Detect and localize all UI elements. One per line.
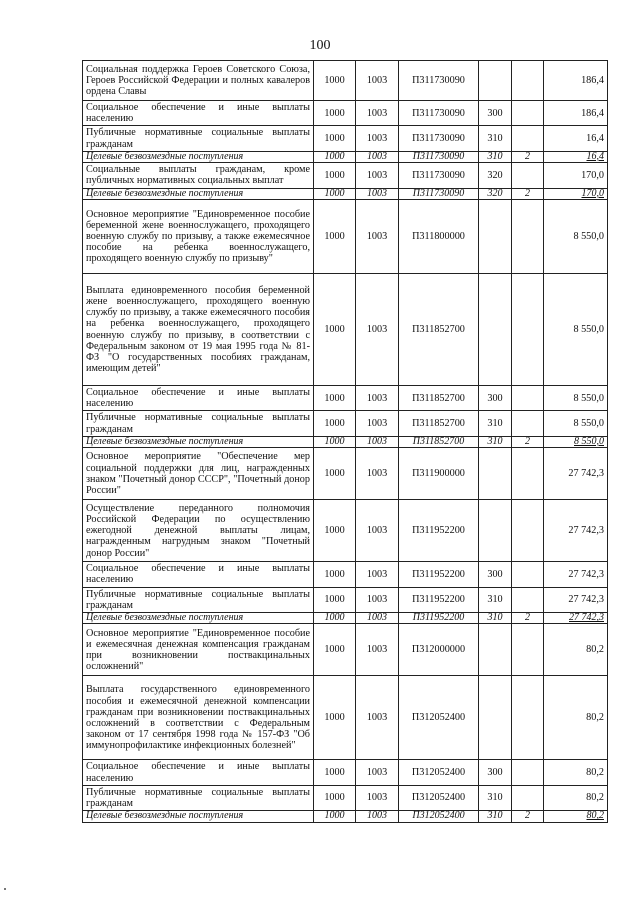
cell-subsection: 1003 (356, 500, 399, 562)
table-row (83, 274, 608, 386)
cell-target-article: П311852700 (399, 436, 479, 447)
cell-target-article: П311952200 (399, 587, 479, 612)
cell-amount: 8 550,0 (544, 274, 608, 386)
cell-amount: 80,2 (544, 676, 608, 760)
cell-code (512, 61, 544, 101)
cell-target-article: П311852700 (399, 411, 479, 436)
table-row (83, 386, 608, 411)
cell-section: 1000 (314, 676, 356, 760)
cell-target-article: П312052400 (399, 760, 479, 785)
row-description: Публичные нормативные социальные выплаты гражданам (83, 785, 314, 810)
cell-amount: 170,0 (544, 188, 608, 199)
cell-section: 1000 (314, 562, 356, 587)
cell-expense-type: 310 (479, 151, 512, 162)
cell-amount: 80,2 (544, 811, 608, 822)
cell-subsection: 1003 (356, 448, 399, 500)
cell-target-article: П311730090 (399, 188, 479, 199)
row-description: Целевые безвозмездные поступления (83, 188, 314, 199)
cell-target-article: П311730090 (399, 151, 479, 162)
row-description: Социальное обеспечение и иные выплаты населению (83, 760, 314, 785)
cell-target-article: П312052400 (399, 676, 479, 760)
cell-target-article: П312000000 (399, 624, 479, 676)
cell-target-article: П311730090 (399, 126, 479, 151)
cell-section: 1000 (314, 785, 356, 810)
cell-target-article: П311952200 (399, 613, 479, 624)
cell-code (512, 101, 544, 126)
table-row (83, 785, 608, 810)
cell-amount: 27 742,3 (544, 448, 608, 500)
cell-code (512, 163, 544, 188)
cell-expense-type: 310 (479, 613, 512, 624)
cell-amount: 80,2 (544, 624, 608, 676)
cell-code: 2 (512, 613, 544, 624)
cell-section: 1000 (314, 811, 356, 822)
cell-expense-type: 310 (479, 587, 512, 612)
cell-subsection: 1003 (356, 411, 399, 436)
row-description: Публичные нормативные социальные выплаты гражданам (83, 411, 314, 436)
cell-subsection: 1003 (356, 274, 399, 386)
cell-expense-type: 310 (479, 411, 512, 436)
row-description: Целевые безвозмездные поступления (83, 436, 314, 447)
cell-amount: 80,2 (544, 760, 608, 785)
cell-amount: 27 742,3 (544, 500, 608, 562)
cell-amount: 16,4 (544, 151, 608, 162)
cell-target-article: П311952200 (399, 562, 479, 587)
cell-amount: 27 742,3 (544, 587, 608, 612)
cell-section: 1000 (314, 274, 356, 386)
row-description: Основное мероприятие "Единовременное пособие беременной жене военнослужащего, проходящего военную службу по призыву, а также ежемесячное пособие на ребенка военнослужащего, проходящего военную службу по призыву" (83, 200, 314, 274)
row-description: Социальные выплаты гражданам, кроме публичных нормативных социальных выплат (83, 163, 314, 188)
cell-subsection: 1003 (356, 624, 399, 676)
cell-subsection: 1003 (356, 436, 399, 447)
cell-subsection: 1003 (356, 126, 399, 151)
row-description: Основное мероприятие "Обеспечение мер социальной поддержки для лиц, награжденных знаком "Почетный донор СССР", "Почетный донор России" (83, 448, 314, 500)
cell-code (512, 411, 544, 436)
cell-subsection: 1003 (356, 785, 399, 810)
cell-target-article: П312052400 (399, 785, 479, 810)
cell-section: 1000 (314, 613, 356, 624)
cell-expense-type: 300 (479, 386, 512, 411)
cell-subsection: 1003 (356, 676, 399, 760)
cell-section: 1000 (314, 436, 356, 447)
cell-section: 1000 (314, 386, 356, 411)
cell-amount: 8 550,0 (544, 436, 608, 447)
row-description: Социальная поддержка Героев Советского Союза, Героев Российской Федерации и полных кавалеров ордена Славы (83, 61, 314, 101)
cell-section: 1000 (314, 587, 356, 612)
table-row-target-funds (83, 188, 608, 199)
cell-code (512, 785, 544, 810)
table-row (83, 126, 608, 151)
cell-expense-type: 320 (479, 188, 512, 199)
cell-subsection: 1003 (356, 101, 399, 126)
cell-subsection: 1003 (356, 61, 399, 101)
cell-target-article: П312052400 (399, 811, 479, 822)
cell-expense-type: 300 (479, 101, 512, 126)
cell-expense-type (479, 500, 512, 562)
cell-target-article: П311900000 (399, 448, 479, 500)
cell-expense-type: 300 (479, 562, 512, 587)
margin-mark (4, 888, 6, 890)
cell-section: 1000 (314, 101, 356, 126)
table-row (83, 500, 608, 562)
page-number: 100 (309, 38, 331, 53)
row-description: Выплата единовременного пособия беременной жене военнослужащего, проходящего военную службу по призыву, а также ежемесячного пособия на ребенка военнослужащего, проходящего военную службу по призыву, в соответствии с Федеральным законом от 19 мая 1995 года № 81-ФЗ "О государственных пособиях гражданам, имеющим детей" (83, 274, 314, 386)
cell-code (512, 500, 544, 562)
cell-expense-type: 300 (479, 760, 512, 785)
cell-amount: 170,0 (544, 163, 608, 188)
table-row-target-funds (83, 811, 608, 822)
cell-code (512, 624, 544, 676)
cell-target-article: П311952200 (399, 500, 479, 562)
row-description: Целевые безвозмездные поступления (83, 811, 314, 822)
cell-expense-type: 310 (479, 811, 512, 822)
table-row (83, 676, 608, 760)
cell-target-article: П311800000 (399, 200, 479, 274)
row-description: Выплата государственного единовременного пособия и ежемесячной денежной компенсации гражданам при возникновении поствакцинальных осложнений в соответствии с Федеральным законом от 17 сентября 1998 года № 157-ФЗ "Об иммунопрофилактике инфекционных болезней" (83, 676, 314, 760)
cell-expense-type: 310 (479, 126, 512, 151)
table-row-target-funds (83, 151, 608, 162)
row-description: Социальное обеспечение и иные выплаты населению (83, 562, 314, 587)
cell-amount: 186,4 (544, 61, 608, 101)
cell-section: 1000 (314, 151, 356, 162)
cell-code: 2 (512, 188, 544, 199)
cell-amount: 16,4 (544, 126, 608, 151)
row-description: Социальное обеспечение и иные выплаты населению (83, 386, 314, 411)
cell-subsection: 1003 (356, 760, 399, 785)
table-row (83, 61, 608, 101)
cell-expense-type (479, 200, 512, 274)
cell-expense-type (479, 61, 512, 101)
cell-section: 1000 (314, 61, 356, 101)
cell-target-article: П311730090 (399, 163, 479, 188)
cell-code: 2 (512, 151, 544, 162)
cell-expense-type (479, 274, 512, 386)
row-description: Социальное обеспечение и иные выплаты населению (83, 101, 314, 126)
table-row (83, 101, 608, 126)
cell-section: 1000 (314, 760, 356, 785)
cell-code (512, 274, 544, 386)
row-description: Публичные нормативные социальные выплаты гражданам (83, 126, 314, 151)
cell-section: 1000 (314, 500, 356, 562)
cell-amount: 8 550,0 (544, 411, 608, 436)
cell-code (512, 760, 544, 785)
table-body (83, 61, 608, 823)
cell-section: 1000 (314, 126, 356, 151)
cell-code: 2 (512, 811, 544, 822)
row-description: Целевые безвозмездные поступления (83, 613, 314, 624)
table-row-target-funds (83, 613, 608, 624)
table-row (83, 411, 608, 436)
row-description: Целевые безвозмездные поступления (83, 151, 314, 162)
cell-section: 1000 (314, 200, 356, 274)
cell-target-article: П311852700 (399, 386, 479, 411)
cell-section: 1000 (314, 188, 356, 199)
table-row (83, 562, 608, 587)
cell-expense-type: 310 (479, 436, 512, 447)
cell-code (512, 386, 544, 411)
cell-subsection: 1003 (356, 163, 399, 188)
cell-subsection: 1003 (356, 386, 399, 411)
cell-expense-type: 310 (479, 785, 512, 810)
table-row (83, 200, 608, 274)
table-row (83, 587, 608, 612)
cell-section: 1000 (314, 411, 356, 436)
cell-target-article: П311730090 (399, 61, 479, 101)
cell-code (512, 587, 544, 612)
cell-amount: 186,4 (544, 101, 608, 126)
table-row-target-funds (83, 436, 608, 447)
cell-expense-type: 320 (479, 163, 512, 188)
cell-amount: 80,2 (544, 785, 608, 810)
table-row (83, 760, 608, 785)
cell-code (512, 676, 544, 760)
cell-target-article: П311852700 (399, 274, 479, 386)
cell-subsection: 1003 (356, 200, 399, 274)
table-row (83, 448, 608, 500)
cell-subsection: 1003 (356, 562, 399, 587)
cell-section: 1000 (314, 624, 356, 676)
row-description: Основное мероприятие "Единовременное пособие и ежемесячная денежная компенсация гражданам при возникновении поствакцинальных осложнений" (83, 624, 314, 676)
cell-target-article: П311730090 (399, 101, 479, 126)
budget-table (82, 60, 608, 823)
cell-expense-type (479, 624, 512, 676)
cell-subsection: 1003 (356, 188, 399, 199)
cell-expense-type (479, 448, 512, 500)
cell-subsection: 1003 (356, 613, 399, 624)
row-description: Публичные нормативные социальные выплаты гражданам (83, 587, 314, 612)
cell-section: 1000 (314, 448, 356, 500)
cell-code (512, 562, 544, 587)
cell-expense-type (479, 676, 512, 760)
cell-subsection: 1003 (356, 151, 399, 162)
cell-code (512, 448, 544, 500)
table-row (83, 624, 608, 676)
cell-subsection: 1003 (356, 587, 399, 612)
cell-amount: 27 742,3 (544, 562, 608, 587)
cell-amount: 8 550,0 (544, 386, 608, 411)
cell-code: 2 (512, 436, 544, 447)
cell-code (512, 200, 544, 274)
cell-amount: 8 550,0 (544, 200, 608, 274)
cell-code (512, 126, 544, 151)
cell-section: 1000 (314, 163, 356, 188)
cell-amount: 27 742,3 (544, 613, 608, 624)
cell-subsection: 1003 (356, 811, 399, 822)
table-row (83, 163, 608, 188)
row-description: Осуществление переданного полномочия Российской Федерации по осуществлению ежегодной денежной выплаты лицам, награжденным нагрудным знаком "Почетный донор России" (83, 500, 314, 562)
